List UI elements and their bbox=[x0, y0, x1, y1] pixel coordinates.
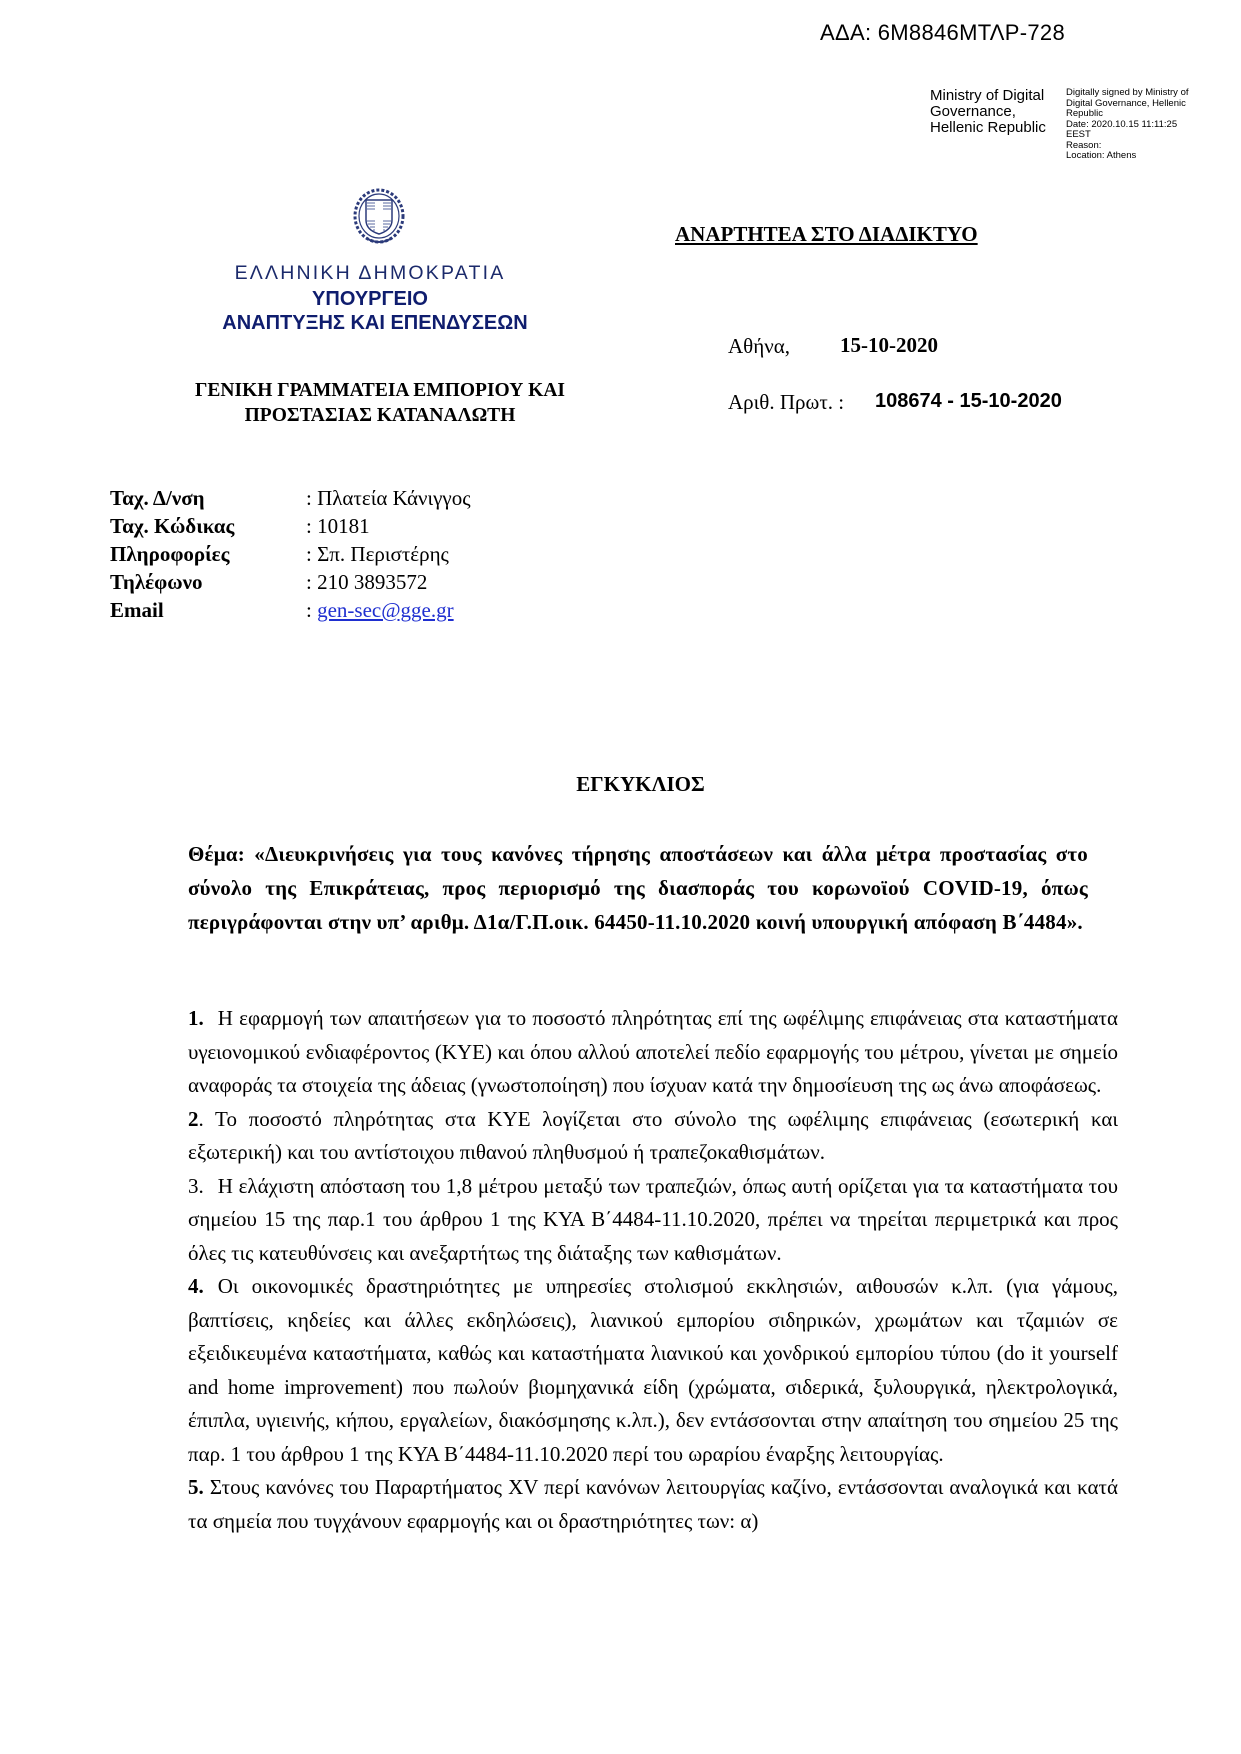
contact-value: : 210 3893572 bbox=[306, 570, 428, 594]
coat-of-arms-icon bbox=[352, 186, 406, 246]
contact-row-address bbox=[110, 484, 471, 512]
numbered-paragraph bbox=[188, 1471, 1118, 1538]
protocol-label: Αριθ. Πρωτ. : bbox=[728, 390, 845, 414]
signature-signer: Ministry of Digital Governance, Hellenic Republic bbox=[930, 87, 1046, 136]
circular-title: ΕΓΚΥΚΛΙΟΣ bbox=[576, 772, 705, 796]
contact-value: : Πλατεία Κάνιγγος bbox=[306, 486, 471, 510]
signature-detail-line: EEST bbox=[1066, 129, 1091, 140]
ministry-name-line1: ΥΠΟΥΡΓΕΙΟ bbox=[312, 288, 428, 310]
signature-details bbox=[1066, 88, 1226, 162]
signature-detail-line: Location: Athens bbox=[1066, 150, 1137, 161]
paragraph-number: 1. bbox=[188, 1006, 204, 1030]
numbered-paragraph bbox=[188, 1170, 1118, 1271]
paragraph-number: 4. bbox=[188, 1274, 204, 1298]
paragraph-number: 2 bbox=[188, 1106, 199, 1131]
paragraph-text: Οι οικονομικές δραστηριότητες με υπηρεσίες στολισμού εκκλησιών, αιθουσών κ.λπ. (για γάμους, βαπτίσεις, κηδείες και άλλες εκδηλώσεις), λιανικού εμπορίου σιδηρικών, χρωμάτων και τζαμιών σε εξειδικευμένα καταστήματα, καθώς και καταστήματα λιανικού και χονδρικού εμπορίου τύπου (do it yourself and home improvement) που πωλούν βιομηχανικά είδη (χρώματα, σιδερικά, ξυλουργικά, ηλεκτρολογικά, έπιπλα, υγιεινής, κήπου, εργαλείων, διακόσμησης κ.λπ.), δεν εντάσσονται στην απαίτηση του σημείου 25 της παρ. 1 του άρθρου 1 της ΚΥΑ Β΄4484-11.10.2020 περί του ωραρίου έναρξης λειτουργίας. bbox=[188, 1274, 1118, 1466]
numbered-paragraph bbox=[188, 1270, 1118, 1471]
contact-block bbox=[110, 484, 471, 624]
post-online-notice: ΑΝΑΡΤΗΤΕΑ ΣΤΟ ΔΙΑΔΙΚΤΥΟ bbox=[675, 222, 978, 246]
contact-row-info bbox=[110, 540, 471, 568]
contact-label: Τηλέφωνο bbox=[110, 570, 203, 594]
signature-detail-line: Republic bbox=[1066, 108, 1103, 119]
contact-row-postal-code bbox=[110, 512, 471, 540]
contact-label: Ταχ. Δ/νση bbox=[110, 486, 205, 510]
contact-label: Email bbox=[110, 598, 164, 622]
subject-paragraph: Θέμα: «Διευκρινήσεις για τους κανόνες τήρησης αποστάσεων και άλλα μέτρα προστασίας στο σύνολο της Επικράτειας, προς περιορισμό της διασποράς του κορωνοϊού COVID-19, όπως περιγράφονται στην υπ’ αριθμ. Δ1α/Γ.Π.οικ. 64450-11.10.2020 κοινή υπουργική απόφαση Β΄4484». bbox=[188, 842, 1088, 934]
numbered-paragraph bbox=[188, 1002, 1118, 1103]
paragraph-text: Η ελάχιστη απόσταση του 1,8 μέτρου μεταξύ των τραπεζιών, όπως αυτή ορίζεται για τα καταστήματα του σημείου 15 της παρ.1 του άρθρου 1 της ΚΥΑ Β΄4484-11.10.2020, πρέπει να τηρείται περιμετρικά και προς όλες τις κατευθύνσεις και ανεξαρτήτως της διάταξης των καθισμάτων. bbox=[188, 1173, 1118, 1265]
contact-value: : 10181 bbox=[306, 514, 370, 538]
signature-detail-line: Digital Governance, Hellenic bbox=[1066, 97, 1186, 109]
document-body bbox=[188, 1002, 1118, 1538]
contact-value: : Σπ. Περιστέρης bbox=[306, 542, 449, 566]
republic-name: ΕΛΛΗΝΙΚΗ ΔΗΜΟΚΡΑΤΙΑ bbox=[234, 262, 506, 284]
ministry-name-line2: ΑΝΑΠΤΥΞΗΣ ΚΑΙ ΕΠΕΝΔΥΣΕΩΝ bbox=[222, 312, 528, 334]
protocol-number: 108674 - 15-10-2020 bbox=[875, 390, 1062, 412]
contact-label: Ταχ. Κώδικας bbox=[110, 514, 235, 538]
email-link[interactable]: gen-sec@gge.gr bbox=[317, 598, 454, 622]
signature-detail-line: Digitally signed by Ministry of bbox=[1066, 87, 1189, 98]
place-label: Αθήνα, bbox=[728, 334, 790, 358]
general-secretariat: ΓΕΝΙΚΗ ΓΡΑΜΜΑΤΕΙΑ ΕΜΠΟΡΙΟΥ ΚΑΙ ΠΡΟΣΤΑΣΙΑΣ ΚΑΤΑΝΑΛΩΤΗ bbox=[194, 380, 565, 426]
signature-detail-line: Reason: bbox=[1066, 139, 1102, 151]
numbered-paragraph bbox=[188, 1103, 1118, 1170]
paragraph-text: Στους κανόνες του Παραρτήματος XV περί κανόνων λειτουργίας καζίνο, εντάσσονται αναλογικά και κατά τα σημεία που τυγχάνουν εφαρμογής και οι δραστηριότητες των: α) bbox=[188, 1475, 1118, 1533]
contact-row-email bbox=[110, 596, 471, 624]
contact-row-phone bbox=[110, 568, 471, 596]
signature-detail-line: Date: 2020.10.15 11:11:25 bbox=[1066, 118, 1178, 130]
contact-label: Πληροφορίες bbox=[110, 542, 230, 566]
ada-code: ΑΔΑ: 6Μ8846ΜΤΛΡ-728 bbox=[820, 20, 1066, 45]
email-prefix: : bbox=[306, 598, 318, 622]
contact-value bbox=[306, 596, 454, 624]
paragraph-number: 5. bbox=[188, 1475, 204, 1499]
paragraph-number: 3. bbox=[188, 1173, 204, 1198]
paragraph-text: Η εφαρμογή των απαιτήσεων για το ποσοστό πληρότητας επί της ωφέλιμης επιφάνειας στα καταστήματα υγειονομικού ενδιαφέροντος (ΚΥΕ) και όπου αλλού αποτελεί πεδίο εφαρμογής του μέτρου, γίνεται με σημείο αναφοράς τα στοιχεία της άδειας (γνωστοποίηση) που ίσχυαν κατά την δημοσίευση της ως άνω αποφάσεως. bbox=[188, 1006, 1118, 1097]
document-date: 15-10-2020 bbox=[840, 333, 938, 357]
paragraph-text: . Το ποσοστό πληρότητας στα ΚΥΕ λογίζεται στο σύνολο της ωφέλιμης επιφάνειας (εσωτερική και εξωτερική) και του αντίστοιχου πιθανού πληθυσμού ή τραπεζοκαθισμάτων. bbox=[188, 1106, 1118, 1164]
